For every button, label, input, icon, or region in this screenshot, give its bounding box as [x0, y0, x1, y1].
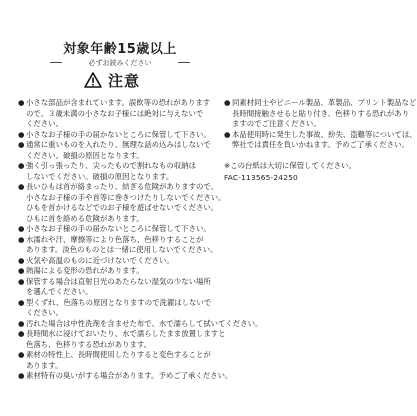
warning-line: 小さなお子様の手の届かないところに保管して下さい。: [26, 129, 211, 139]
warning-item: [18, 182, 226, 224]
right-warning-column: [224, 98, 417, 184]
warning-line: ひもを首かけるなどでのお子様を遊ばせないでください。: [26, 203, 219, 212]
bullet-icon: ●: [18, 161, 25, 170]
age-limit-heading: 対象年齢15歳以上: [63, 42, 177, 57]
warning-line: 型くずれ、色落ちの原因となりますので洗濯はしないで: [26, 297, 212, 307]
warning-line: ください。: [26, 119, 63, 128]
bullet-icon: ●: [224, 98, 231, 107]
warning-triangle-icon: [84, 72, 102, 88]
bullet-icon: ●: [18, 371, 25, 380]
warning-line: 小さな部品が含まれています。誤飲等の恐れがあります: [26, 98, 211, 107]
bullet-icon: ●: [18, 266, 25, 275]
keep-card-note: ※この台紙は大切に保管してください。: [224, 160, 356, 170]
warning-line: 同素材同士やビニール製品、革製品、プリント製品など: [232, 98, 417, 107]
caution-heading: [84, 70, 140, 90]
warning-item: [18, 130, 214, 141]
warning-item: [18, 140, 214, 161]
warning-line: ください。破損の原因となります。: [26, 150, 144, 160]
warning-line: 色落ち、色移りする恐れがあります。: [26, 339, 152, 349]
bullet-icon: ●: [18, 140, 25, 149]
warning-item: [18, 98, 214, 130]
warning-line: 小さなお子様の手の届かないところに保管して下さい。: [26, 224, 211, 233]
must-read-note: 必ずお読みください: [64, 58, 176, 68]
warning-item: [18, 371, 233, 382]
bullet-icon: ●: [18, 234, 25, 244]
warning-line: ください。: [26, 308, 63, 317]
warning-line: あります。淡色のものとは一緒に使用しないでください。: [26, 245, 218, 254]
warning-line: ので、３歳未満の小さなお子様には絶対に与えないで: [26, 108, 204, 118]
bullet-icon: ●: [18, 329, 25, 338]
bullet-icon: ●: [18, 98, 25, 107]
warning-line: 火気や高温のものに近づけないでください。: [26, 255, 174, 265]
right-warning-list: [224, 98, 417, 151]
bullet-icon: ●: [18, 255, 25, 265]
bullet-icon: ●: [18, 297, 25, 307]
warning-item: [18, 329, 226, 350]
warning-line: 小さなお子様の手や首等に巻きつけたりしないでください。: [26, 192, 226, 202]
bullet-icon: ●: [18, 129, 25, 139]
bullet-icon: ●: [18, 182, 25, 191]
warning-line: 長時間水に浸けておいたり、水で濡らしたまま放置しますと: [26, 329, 226, 338]
warning-item: [18, 234, 218, 256]
bullet-icon: ●: [18, 318, 25, 328]
warning-item: [18, 266, 214, 277]
warning-item: [18, 350, 214, 371]
warning-line: 本品使用時に発生した事故、紛失、盗難等については、: [232, 129, 417, 139]
warning-item: [18, 318, 263, 330]
warning-line: ひもに首を絡める危険があります。: [26, 213, 144, 223]
warning-line: 強く引っ張ったり、尖ったもので割れなもの収納は: [26, 161, 196, 170]
warning-line: 保管する場合は直射日光のあたらない湿気の少ない場所: [26, 276, 211, 286]
warning-item: [18, 224, 214, 235]
warning-line: 熱湯による変形の恐れがあります。: [26, 266, 144, 275]
bullet-icon: ●: [18, 224, 25, 233]
warning-line: 長時間接触させると貼り付き、色移りする恐れがあり: [232, 108, 410, 118]
product-code: FAC-113565-24250: [224, 173, 298, 182]
caution-title: 注意: [108, 71, 141, 90]
warning-item: [224, 129, 417, 151]
bullet-icon: ●: [224, 129, 231, 139]
warning-line: ますのでご注意ください。: [232, 119, 321, 128]
warning-line: 素材の特性上、長時間使用したりすると変色することが: [26, 350, 211, 359]
warning-line: 汚れた場合は中性洗剤を含ませた布で、水で濡らして拭いてください。: [26, 318, 263, 328]
warning-line: 長いひもは首が絡まったり、結ぎる危険がありますので、: [26, 182, 219, 191]
warning-item: [18, 298, 214, 319]
warning-line: を選んでください。: [26, 287, 93, 296]
warning-item: [18, 256, 214, 267]
warning-line: あります。: [26, 360, 63, 370]
warning-line: 素材特有の臭いがする場合があります。予めご了承ください。: [26, 371, 233, 380]
bullet-icon: ●: [18, 276, 25, 286]
warning-item: [18, 277, 214, 298]
bullet-icon: ●: [18, 350, 25, 359]
warning-line: しないでください。破損の原因となります。: [26, 171, 174, 181]
warning-line: 通常に重いものを入れたり、無理な話め込みはしないで: [26, 140, 211, 149]
warning-line: 水濡れや汗、摩擦等により色落ち、色移りすることが: [26, 234, 204, 244]
warning-line: 弊社では責任を負いかねます。予めご了承ください。: [232, 140, 409, 149]
warning-item: [18, 161, 214, 182]
warning-item: [224, 98, 417, 130]
